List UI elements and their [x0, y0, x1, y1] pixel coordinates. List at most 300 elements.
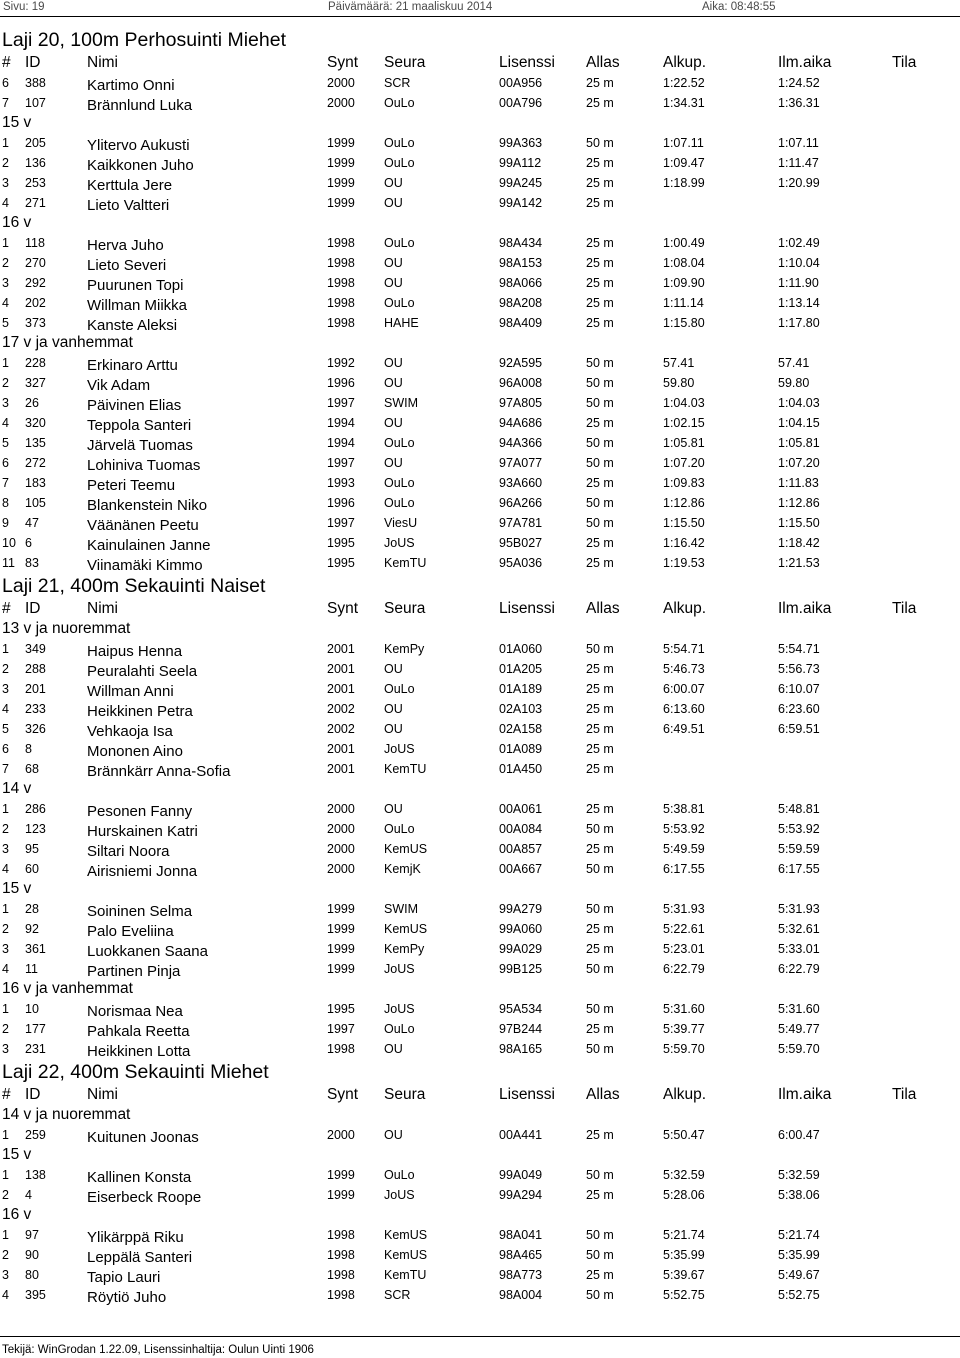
cell-license: 99A112 — [499, 156, 542, 170]
cell-club: OU — [384, 416, 403, 430]
cell-rank: 3 — [2, 1268, 9, 1282]
cell-club: OU — [384, 376, 403, 390]
cell-name: Mononen Aino — [87, 743, 183, 760]
cell-entry-time: 5:52.75 — [663, 1288, 705, 1302]
result-row — [0, 453, 960, 473]
cell-name: Vik Adam — [87, 377, 151, 394]
cell-entry-time: 57.41 — [663, 356, 695, 370]
cell-result-time: 6:23.60 — [778, 702, 820, 716]
cell-pool: 25 m — [586, 742, 614, 756]
cell-name: Siltari Noora — [87, 843, 170, 860]
cell-pool: 25 m — [586, 236, 614, 250]
cell-pool: 50 m — [586, 1002, 614, 1016]
cell-license: 95A534 — [499, 1002, 543, 1016]
cell-name: Norismaa Nea — [87, 1003, 183, 1020]
cell-name: Viinamäki Kimmo — [87, 557, 203, 574]
cell-id: 68 — [25, 762, 39, 776]
cell-club: OuLo — [384, 476, 415, 490]
cell-rank: 2 — [2, 662, 9, 676]
cell-pool: 25 m — [586, 1188, 614, 1202]
column-header — [0, 599, 960, 619]
cell-birth-year: 2000 — [327, 76, 355, 90]
cell-birth-year: 1999 — [327, 962, 355, 976]
column-header-license: Lisenssi — [499, 600, 555, 617]
cell-club: OuLo — [384, 156, 415, 170]
cell-name: Hurskainen Katri — [87, 823, 198, 840]
column-header-pool: Allas — [586, 54, 620, 71]
cell-birth-year: 1998 — [327, 316, 355, 330]
cell-id: 205 — [25, 136, 46, 150]
cell-pool: 25 m — [586, 556, 614, 570]
result-row — [0, 819, 960, 839]
page-number: Sivu: 19 — [3, 1, 45, 13]
cell-entry-time: 5:31.93 — [663, 902, 705, 916]
cell-club: OuLo — [384, 1168, 415, 1182]
column-header-status: Tila — [892, 54, 917, 71]
cell-name: Haipus Henna — [87, 643, 183, 660]
result-row — [0, 679, 960, 699]
column-header-status: Tila — [892, 1086, 917, 1103]
cell-rank: 2 — [2, 1248, 9, 1262]
cell-name: Röytiö Juho — [87, 1289, 167, 1306]
cell-name: Leppälä Santeri — [87, 1249, 193, 1266]
cell-license: 98A165 — [499, 1042, 543, 1056]
event-section — [0, 1059, 960, 1305]
cell-result-time: 1:02.49 — [778, 236, 820, 250]
cell-license: 99A245 — [499, 176, 543, 190]
cell-entry-time: 1:09.47 — [663, 156, 705, 170]
cell-pool: 50 m — [586, 1288, 614, 1302]
result-row — [0, 513, 960, 533]
result-row — [0, 859, 960, 879]
result-row — [0, 839, 960, 859]
cell-rank: 7 — [2, 476, 9, 490]
cell-rank: 2 — [2, 822, 9, 836]
cell-id: 11 — [25, 962, 38, 976]
result-row — [0, 93, 960, 113]
cell-license: 00A796 — [499, 96, 543, 110]
cell-rank: 3 — [2, 942, 9, 956]
cell-id: 90 — [25, 1248, 39, 1262]
cell-name: Kainulainen Janne — [87, 537, 211, 554]
cell-name: Järvelä Tuomas — [87, 437, 193, 454]
cell-entry-time: 1:15.50 — [663, 516, 705, 530]
cell-rank: 2 — [2, 256, 9, 270]
cell-birth-year: 2001 — [327, 742, 355, 756]
footer-divider — [0, 1336, 960, 1337]
cell-id: 60 — [25, 862, 39, 876]
cell-rank: 7 — [2, 762, 9, 776]
cell-license: 02A103 — [499, 702, 543, 716]
cell-club: KemUS — [384, 1248, 428, 1262]
cell-club: KemUS — [384, 1228, 428, 1242]
cell-name: Lohiniva Tuomas — [87, 457, 201, 474]
column-header-club: Seura — [384, 600, 426, 617]
cell-id: 6 — [25, 536, 32, 550]
cell-id: 327 — [25, 376, 46, 390]
cell-result-time: 5:52.75 — [778, 1288, 820, 1302]
cell-pool: 25 m — [586, 802, 614, 816]
cell-id: 288 — [25, 662, 46, 676]
cell-name: Pahkala Reetta — [87, 1023, 190, 1040]
cell-birth-year: 1998 — [327, 1288, 355, 1302]
cell-license: 99A294 — [499, 1188, 543, 1202]
footer-text: Tekijä: WinGrodan 1.22.09, Lisenssinhaltija: Oulun Uinti 1906 — [2, 1344, 314, 1356]
cell-entry-time: 5:35.99 — [663, 1248, 705, 1262]
cell-rank: 1 — [2, 1168, 9, 1182]
cell-license: 97A805 — [499, 396, 543, 410]
cell-id: 228 — [25, 356, 46, 370]
result-row — [0, 1285, 960, 1305]
cell-rank: 1 — [2, 802, 9, 816]
cell-id: 107 — [25, 96, 46, 110]
cell-rank: 1 — [2, 902, 9, 916]
cell-pool: 25 m — [586, 682, 614, 696]
result-row — [0, 433, 960, 453]
cell-license: 95A036 — [499, 556, 543, 570]
cell-id: 28 — [25, 902, 39, 916]
cell-club: OU — [384, 702, 403, 716]
cell-id: 92 — [25, 922, 39, 936]
cell-name: Heikkinen Lotta — [87, 1043, 191, 1060]
cell-rank: 3 — [2, 682, 9, 696]
cell-name: Brännlund Luka — [87, 97, 193, 114]
cell-license: 00A956 — [499, 76, 543, 90]
cell-rank: 4 — [2, 1288, 9, 1302]
cell-result-time: 1:12.86 — [778, 496, 820, 510]
cell-license: 00A061 — [499, 802, 543, 816]
cell-birth-year: 2001 — [327, 762, 355, 776]
cell-club: OU — [384, 722, 403, 736]
cell-license: 98A773 — [499, 1268, 543, 1282]
cell-license: 98A041 — [499, 1228, 543, 1242]
result-row — [0, 759, 960, 779]
cell-name: Palo Eveliina — [87, 923, 174, 940]
cell-entry-time: 6:49.51 — [663, 722, 705, 736]
cell-rank: 11 — [2, 556, 15, 570]
cell-result-time: 1:07.11 — [778, 136, 819, 150]
cell-result-time: 1:11.83 — [778, 476, 819, 490]
cell-club: OuLo — [384, 822, 415, 836]
cell-id: 320 — [25, 416, 46, 430]
cell-id: 97 — [25, 1228, 39, 1242]
cell-rank: 4 — [2, 862, 9, 876]
cell-entry-time: 1:09.83 — [663, 476, 705, 490]
cell-rank: 2 — [2, 1022, 9, 1036]
age-group-label: 15 v — [2, 1146, 32, 1163]
cell-birth-year: 2001 — [327, 662, 355, 676]
column-header-rank: # — [2, 54, 11, 71]
cell-entry-time: 5:59.70 — [663, 1042, 705, 1056]
cell-birth-year: 1999 — [327, 136, 355, 150]
cell-rank: 3 — [2, 1042, 9, 1056]
result-row — [0, 133, 960, 153]
cell-rank: 2 — [2, 156, 9, 170]
cell-birth-year: 1999 — [327, 176, 355, 190]
cell-birth-year: 1998 — [327, 1042, 355, 1056]
cell-club: SCR — [384, 76, 411, 90]
cell-pool: 25 m — [586, 702, 614, 716]
cell-entry-time: 5:22.61 — [663, 922, 705, 936]
cell-name: Päivinen Elias — [87, 397, 182, 414]
cell-birth-year: 1995 — [327, 1002, 355, 1016]
cell-pool: 50 m — [586, 1228, 614, 1242]
cell-name: Peuralahti Seela — [87, 663, 198, 680]
cell-result-time: 59.80 — [778, 376, 810, 390]
cell-rank: 1 — [2, 1228, 9, 1242]
cell-result-time: 6:17.55 — [778, 862, 820, 876]
cell-result-time: 5:31.60 — [778, 1002, 820, 1016]
cell-result-time: 5:33.01 — [778, 942, 820, 956]
cell-name: Ylikärppä Riku — [87, 1229, 184, 1246]
cell-club: JoUS — [384, 742, 415, 756]
cell-license: 97A781 — [499, 516, 543, 530]
cell-club: OuLo — [384, 296, 415, 310]
column-header-license: Lisenssi — [499, 1086, 555, 1103]
cell-pool: 50 m — [586, 456, 614, 470]
cell-birth-year: 1998 — [327, 1268, 355, 1282]
cell-birth-year: 1999 — [327, 196, 355, 210]
result-row — [0, 253, 960, 273]
cell-name: Kuitunen Joonas — [87, 1129, 199, 1146]
header-divider — [0, 16, 960, 17]
cell-name: Tapio Lauri — [87, 1269, 161, 1286]
age-group-label: 15 v — [2, 880, 32, 897]
cell-pool: 25 m — [586, 156, 614, 170]
cell-id: 4 — [25, 1188, 32, 1202]
result-row — [0, 173, 960, 193]
event-section — [0, 573, 960, 1059]
cell-license: 97A077 — [499, 456, 543, 470]
cell-entry-time: 6:17.55 — [663, 862, 705, 876]
cell-name: Peteri Teemu — [87, 477, 176, 494]
cell-name: Kartimo Onni — [87, 77, 175, 94]
result-row — [0, 739, 960, 759]
column-header-result-time: Ilm.aika — [778, 600, 832, 617]
cell-license: 98A208 — [499, 296, 543, 310]
cell-club: OuLo — [384, 496, 415, 510]
cell-birth-year: 2000 — [327, 802, 355, 816]
cell-name: Willman Anni — [87, 683, 174, 700]
cell-result-time: 5:21.74 — [778, 1228, 820, 1242]
cell-birth-year: 1993 — [327, 476, 355, 490]
result-row — [0, 193, 960, 213]
cell-rank: 2 — [2, 1188, 9, 1202]
cell-birth-year: 1995 — [327, 536, 355, 550]
cell-birth-year: 1998 — [327, 236, 355, 250]
cell-license: 98A066 — [499, 276, 543, 290]
cell-id: 259 — [25, 1128, 46, 1142]
cell-id: 361 — [25, 942, 46, 956]
cell-entry-time: 6:22.79 — [663, 962, 705, 976]
cell-id: 83 — [25, 556, 39, 570]
cell-id: 118 — [25, 236, 45, 250]
cell-id: 272 — [25, 456, 46, 470]
cell-pool: 25 m — [586, 1022, 614, 1036]
cell-entry-time: 1:19.53 — [663, 556, 705, 570]
cell-rank: 4 — [2, 196, 9, 210]
cell-entry-time: 5:39.67 — [663, 1268, 705, 1282]
cell-pool: 50 m — [586, 862, 614, 876]
cell-id: 47 — [25, 516, 39, 530]
cell-club: KemPy — [384, 642, 425, 656]
cell-name: Kaikkonen Juho — [87, 157, 194, 174]
cell-result-time: 5:32.59 — [778, 1168, 820, 1182]
cell-result-time: 1:21.53 — [778, 556, 820, 570]
cell-club: KemTU — [384, 1268, 427, 1282]
cell-entry-time: 59.80 — [663, 376, 695, 390]
column-header-name: Nimi — [87, 1086, 118, 1103]
cell-pool: 50 m — [586, 1168, 614, 1182]
cell-result-time: 5:32.61 — [778, 922, 820, 936]
cell-birth-year: 2001 — [327, 642, 355, 656]
cell-license: 00A857 — [499, 842, 543, 856]
cell-id: 326 — [25, 722, 46, 736]
result-row — [0, 999, 960, 1019]
cell-id: 80 — [25, 1268, 39, 1282]
cell-license: 98A409 — [499, 316, 543, 330]
cell-pool: 50 m — [586, 902, 614, 916]
cell-pool: 25 m — [586, 416, 614, 430]
cell-name: Blankenstein Niko — [87, 497, 208, 514]
column-header-rank: # — [2, 600, 11, 617]
cell-license: 99A049 — [499, 1168, 543, 1182]
cell-entry-time: 1:22.52 — [663, 76, 705, 90]
result-row — [0, 919, 960, 939]
cell-license: 98A004 — [499, 1288, 543, 1302]
cell-pool: 25 m — [586, 942, 614, 956]
cell-rank: 2 — [2, 922, 9, 936]
cell-pool: 50 m — [586, 1042, 614, 1056]
cell-rank: 10 — [2, 536, 16, 550]
age-group-label: 14 v ja nuoremmat — [2, 1106, 131, 1123]
result-row — [0, 1019, 960, 1039]
cell-license: 93A660 — [499, 476, 543, 490]
cell-entry-time: 1:05.81 — [663, 436, 705, 450]
cell-result-time: 1:20.99 — [778, 176, 820, 190]
cell-name: Pesonen Fanny — [87, 803, 193, 820]
column-header-pool: Allas — [586, 600, 620, 617]
column-header-birth-year: Synt — [327, 54, 359, 71]
cell-pool: 50 m — [586, 516, 614, 530]
cell-pool: 25 m — [586, 722, 614, 736]
age-group-label: 17 v ja vanhemmat — [2, 334, 133, 351]
cell-name: Kallinen Konsta — [87, 1169, 192, 1186]
cell-rank: 4 — [2, 702, 9, 716]
cell-license: 00A084 — [499, 822, 543, 836]
cell-id: 10 — [25, 1002, 39, 1016]
column-header-result-time: Ilm.aika — [778, 1086, 832, 1103]
cell-rank: 8 — [2, 496, 9, 510]
cell-rank: 3 — [2, 396, 9, 410]
cell-club: OU — [384, 196, 403, 210]
cell-entry-time: 5:28.06 — [663, 1188, 705, 1202]
cell-pool: 50 m — [586, 376, 614, 390]
column-header-license: Lisenssi — [499, 54, 555, 71]
cell-rank: 2 — [2, 376, 9, 390]
cell-license: 00A441 — [499, 1128, 543, 1142]
cell-id: 202 — [25, 296, 46, 310]
column-header — [0, 53, 960, 73]
cell-birth-year: 1998 — [327, 1228, 355, 1242]
result-row — [0, 473, 960, 493]
cell-name: Herva Juho — [87, 237, 164, 254]
result-row — [0, 639, 960, 659]
cell-rank: 5 — [2, 316, 9, 330]
cell-license: 01A060 — [499, 642, 543, 656]
event-section — [0, 27, 960, 573]
cell-result-time: 1:07.20 — [778, 456, 820, 470]
cell-rank: 1 — [2, 236, 9, 250]
cell-id: 177 — [25, 1022, 46, 1036]
cell-birth-year: 1999 — [327, 156, 355, 170]
cell-license: 98A153 — [499, 256, 543, 270]
cell-id: 233 — [25, 702, 46, 716]
cell-result-time: 1:18.42 — [778, 536, 820, 550]
cell-birth-year: 2000 — [327, 1128, 355, 1142]
cell-id: 349 — [25, 642, 46, 656]
result-row — [0, 73, 960, 93]
cell-rank: 6 — [2, 742, 9, 756]
cell-rank: 4 — [2, 416, 9, 430]
cell-entry-time: 1:07.20 — [663, 456, 705, 470]
cell-entry-time: 5:50.47 — [663, 1128, 705, 1142]
column-header-result-time: Ilm.aika — [778, 54, 832, 71]
cell-pool: 25 m — [586, 922, 614, 936]
cell-rank: 4 — [2, 296, 9, 310]
result-row — [0, 233, 960, 253]
result-row — [0, 1185, 960, 1205]
cell-pool: 25 m — [586, 256, 614, 270]
result-row — [0, 1039, 960, 1059]
cell-birth-year: 2000 — [327, 96, 355, 110]
cell-entry-time: 1:00.49 — [663, 236, 705, 250]
result-row — [0, 719, 960, 739]
column-header-id: ID — [25, 54, 41, 71]
cell-license: 98A465 — [499, 1248, 543, 1262]
result-row — [0, 153, 960, 173]
cell-license: 00A667 — [499, 862, 543, 876]
cell-entry-time: 1:07.11 — [663, 136, 704, 150]
cell-pool: 25 m — [586, 536, 614, 550]
result-row — [0, 493, 960, 513]
event-title: Laji 22, 400m Sekauinti Miehet — [2, 1061, 269, 1083]
cell-id: 270 — [25, 256, 46, 270]
cell-club: OU — [384, 356, 403, 370]
result-row — [0, 1265, 960, 1285]
cell-entry-time: 1:15.80 — [663, 316, 705, 330]
age-group-label: 14 v — [2, 780, 32, 797]
result-row — [0, 413, 960, 433]
age-group-label: 16 v — [2, 214, 32, 231]
cell-entry-time: 1:12.86 — [663, 496, 705, 510]
column-header-entry-time: Alkup. — [663, 1086, 707, 1103]
result-row — [0, 373, 960, 393]
result-row — [0, 393, 960, 413]
cell-birth-year: 1998 — [327, 296, 355, 310]
cell-result-time: 57.41 — [778, 356, 810, 370]
cell-pool: 50 m — [586, 436, 614, 450]
cell-rank: 5 — [2, 436, 9, 450]
cell-result-time: 5:59.70 — [778, 1042, 820, 1056]
page-header — [0, 0, 960, 14]
cell-id: 292 — [25, 276, 46, 290]
cell-name: Partinen Pinja — [87, 963, 181, 980]
cell-id: 183 — [25, 476, 46, 490]
cell-name: Teppola Santeri — [87, 417, 192, 434]
cell-name: Puurunen Topi — [87, 277, 184, 294]
result-row — [0, 899, 960, 919]
